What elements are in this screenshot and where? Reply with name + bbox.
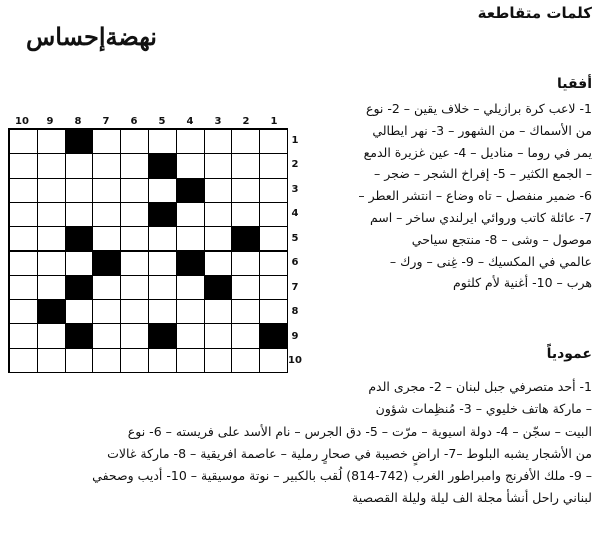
across-clue-line: من الأسماك – من الشهور – 3- نهر ايطالي	[372, 122, 592, 138]
empty-cell[interactable]	[148, 251, 177, 276]
row-label: 2	[291, 159, 299, 171]
column-label: 4	[186, 115, 194, 127]
empty-cell[interactable]	[9, 226, 38, 251]
empty-cell[interactable]	[9, 348, 38, 373]
crossword-grid	[8, 128, 288, 373]
across-clue-line: موصول – وشى – 8- منتجع سياحي	[411, 231, 592, 247]
black-cell	[176, 251, 205, 276]
across-clue-line: 6- ضمير منفصل – تاه وضاع – انتشر العطر –	[358, 188, 592, 204]
empty-cell[interactable]	[148, 226, 177, 251]
down-clue-line: لبناني راحل أنشأ مجلة الف ليلة وليلة القصصية	[352, 490, 592, 506]
black-cell	[65, 275, 94, 300]
empty-cell[interactable]	[148, 129, 177, 154]
empty-cell[interactable]	[120, 348, 149, 373]
black-cell	[65, 323, 94, 348]
empty-cell[interactable]	[37, 348, 66, 373]
row-label: 6	[291, 257, 299, 269]
black-cell	[37, 299, 66, 324]
row-label: 10	[288, 355, 302, 367]
across-clue-line: – الجمع الكثير – 5- إفراخ الشجر – ضجر –	[374, 166, 592, 182]
down-clue-line: – 9- ملك الأفرنج وامبراطور الغرب (742-814) لُقب بالكبير – نوتة موسيقية – 10- أديب وصحفي	[92, 468, 592, 484]
down-clues	[4, 376, 592, 510]
empty-cell[interactable]	[204, 153, 233, 178]
across-clue-line: يمر في روما – مناديل – 4- عين غزيرة الدمع	[363, 144, 592, 160]
empty-cell[interactable]	[120, 153, 149, 178]
empty-cell[interactable]	[65, 178, 94, 203]
empty-cell[interactable]	[231, 129, 260, 154]
across-clue-line: عالمي في المكسيك – 9- غِنى – ورك –	[389, 253, 592, 269]
row-label: 1	[291, 134, 299, 146]
down-clue-line: من الأشجار يشبه البلوط –7- اراضٍ خصيبة في صحارٍ رملية – عاصمة افريقية – 8- ماركة غالات	[107, 445, 592, 461]
empty-cell[interactable]	[204, 348, 233, 373]
empty-cell[interactable]	[231, 178, 260, 203]
column-label: 10	[15, 115, 29, 127]
empty-cell[interactable]	[37, 178, 66, 203]
empty-cell[interactable]	[65, 153, 94, 178]
empty-cell[interactable]	[231, 275, 260, 300]
empty-cell[interactable]	[231, 202, 260, 227]
across-clue-line: 7- عائلة كاتب وروائي ايرلندي ساخر – اسم	[369, 209, 592, 225]
empty-cell[interactable]	[9, 299, 38, 324]
black-cell	[65, 129, 94, 154]
black-cell	[231, 226, 260, 251]
empty-cell[interactable]	[231, 348, 260, 373]
page-title: كلمات متقاطعة	[477, 4, 592, 22]
black-cell	[176, 178, 205, 203]
empty-cell[interactable]	[120, 251, 149, 276]
empty-cell[interactable]	[148, 348, 177, 373]
empty-cell[interactable]	[120, 275, 149, 300]
column-label: 8	[74, 115, 82, 127]
black-cell	[148, 153, 177, 178]
column-label: 9	[46, 115, 54, 127]
empty-cell[interactable]	[92, 178, 121, 203]
across-heading: أفقيا	[556, 76, 592, 92]
empty-cell[interactable]	[92, 275, 121, 300]
empty-cell[interactable]	[37, 323, 66, 348]
empty-cell[interactable]	[204, 251, 233, 276]
down-heading: عمودياً	[546, 346, 592, 362]
brand-watermark: نهضةإحساس	[26, 22, 157, 51]
empty-cell[interactable]	[9, 275, 38, 300]
empty-cell[interactable]	[92, 202, 121, 227]
empty-cell[interactable]	[148, 178, 177, 203]
column-label: 7	[102, 115, 110, 127]
empty-cell[interactable]	[120, 226, 149, 251]
empty-cell[interactable]	[37, 129, 66, 154]
across-clues	[294, 98, 592, 294]
empty-cell[interactable]	[231, 153, 260, 178]
black-cell	[148, 202, 177, 227]
row-label: 9	[291, 330, 299, 342]
empty-cell[interactable]	[92, 299, 121, 324]
empty-cell[interactable]	[176, 226, 205, 251]
empty-cell[interactable]	[204, 129, 233, 154]
row-label: 5	[291, 232, 299, 244]
empty-cell[interactable]	[9, 178, 38, 203]
empty-cell[interactable]	[92, 348, 121, 373]
empty-cell[interactable]	[176, 323, 205, 348]
empty-cell[interactable]	[92, 226, 121, 251]
empty-cell[interactable]	[37, 202, 66, 227]
across-clue-line: هرب – 10- أغنية لأم كلثوم	[453, 275, 592, 291]
empty-cell[interactable]	[9, 251, 38, 276]
empty-cell[interactable]	[120, 129, 149, 154]
empty-cell[interactable]	[148, 299, 177, 324]
empty-cell[interactable]	[204, 226, 233, 251]
empty-cell[interactable]	[176, 275, 205, 300]
empty-cell[interactable]	[176, 153, 205, 178]
empty-cell[interactable]	[65, 251, 94, 276]
empty-cell[interactable]	[65, 348, 94, 373]
empty-cell[interactable]	[9, 153, 38, 178]
empty-cell[interactable]	[92, 323, 121, 348]
down-clue-line: البيت – سجّن – 4- دولة اسيوية – مرّت – 5- دق الجرس – نام الأسد على فريسته – 6- نوع	[127, 423, 592, 439]
black-cell	[204, 275, 233, 300]
column-label: 1	[270, 115, 278, 127]
empty-cell[interactable]	[65, 202, 94, 227]
column-label: 5	[158, 115, 166, 127]
empty-cell[interactable]	[37, 275, 66, 300]
empty-cell[interactable]	[92, 129, 121, 154]
empty-cell[interactable]	[231, 299, 260, 324]
row-label: 8	[291, 306, 299, 318]
empty-cell[interactable]	[9, 202, 38, 227]
empty-cell[interactable]	[92, 153, 121, 178]
black-cell	[65, 226, 94, 251]
row-label: 3	[291, 183, 299, 195]
empty-cell[interactable]	[176, 202, 205, 227]
empty-cell[interactable]	[176, 348, 205, 373]
down-clue-line: 1- أحد متصرفي جبل لبنان – 2- مجرى الدم	[368, 379, 592, 394]
row-label: 7	[291, 281, 299, 293]
column-labels	[8, 114, 288, 128]
empty-cell[interactable]	[37, 226, 66, 251]
empty-cell[interactable]	[37, 153, 66, 178]
empty-cell[interactable]	[204, 299, 233, 324]
empty-cell[interactable]	[231, 251, 260, 276]
empty-cell[interactable]	[120, 202, 149, 227]
empty-cell[interactable]	[9, 323, 38, 348]
empty-cell[interactable]	[204, 178, 233, 203]
empty-cell[interactable]	[231, 323, 260, 348]
empty-cell[interactable]	[120, 299, 149, 324]
column-label: 3	[214, 115, 222, 127]
empty-cell[interactable]	[176, 129, 205, 154]
column-label: 2	[242, 115, 250, 127]
empty-cell[interactable]	[120, 323, 149, 348]
across-clue-line: 1- لاعب كرة برازيلي – خلاف يقين – 2- نوع	[365, 101, 592, 116]
empty-cell[interactable]	[204, 202, 233, 227]
black-cell	[92, 251, 121, 276]
column-label: 6	[130, 115, 138, 127]
empty-cell[interactable]	[176, 299, 205, 324]
empty-cell[interactable]	[65, 299, 94, 324]
empty-cell[interactable]	[120, 178, 149, 203]
black-cell	[148, 323, 177, 348]
empty-cell[interactable]	[148, 275, 177, 300]
empty-cell[interactable]	[9, 129, 38, 154]
down-clue-line: – ماركة هاتف خليوي – 3- مُنظِمات شؤون	[375, 401, 592, 417]
empty-cell[interactable]	[37, 251, 66, 276]
row-label: 4	[291, 208, 299, 220]
empty-cell[interactable]	[204, 323, 233, 348]
